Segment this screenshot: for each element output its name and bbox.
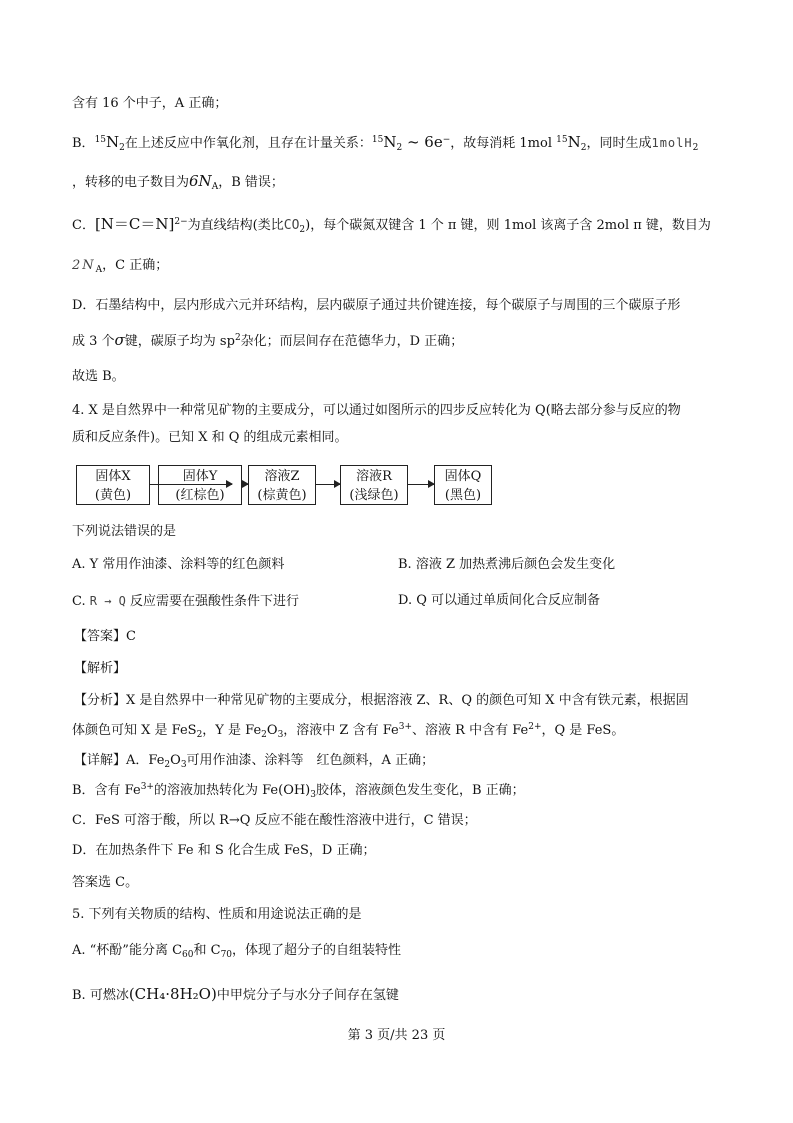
text-line: 故选 B。	[72, 369, 125, 384]
question-5-stem: 5. 下列有关物质的结构、性质和用途说法正确的是	[72, 907, 362, 922]
option-a: A. Y 常用作油漆、涂料等的红色颜料	[72, 557, 285, 572]
detail-text: B．含有 $Fe^{3+}$的溶液加热转化为 $Fe(OH)_3$胶体，溶液颜色发生变化，B 正确；	[72, 782, 525, 800]
flow-box-x: 固体X (黄色)	[76, 465, 150, 505]
analysis-label: 【解析】	[74, 661, 127, 676]
text-line: 成 3 个σ键，碳原子均为 $sp^2$杂化；而层间存在范德华力，D 正确；	[72, 331, 464, 349]
text-line: ，转移的电子数目为$6N_A$，B 错误；	[72, 172, 284, 192]
analysis-text: 体颜色可知 X 是 FeS$_2$，Y 是 $Fe_2O_3$，溶液中 Z 含有 $Fe^{3+}$、溶液 R 中含有 $Fe^{2+}$，Q 是 FeS。	[72, 722, 625, 740]
question-prompt: 下列说法错误的是	[72, 524, 177, 539]
text-line: D．石墨结构中，层内形成六元并环结构，层内碳原子通过共价键连接，每个碳原子与周围的三个碳原子形	[72, 298, 681, 313]
detail-text: 【详解】A．$Fe_2O_3$可用作油漆、涂料等 红色颜料，A 正确；	[74, 753, 435, 770]
page-footer: 第 3 页/共 23 页	[347, 1028, 446, 1043]
answer-label: 【答案】C	[74, 629, 136, 644]
option-d: D. Q 可以通过单质间化合反应制备	[398, 593, 601, 608]
flow-box-y: 固体Y (红棕色)	[158, 465, 242, 505]
flow-arrow	[408, 484, 434, 485]
text-line: $2N_A$，C 正确；	[72, 258, 169, 275]
flow-arrow	[316, 484, 340, 485]
detail-text: D．在加热条件下 Fe 和 S 化合生成 FeS，D 正确；	[72, 843, 376, 858]
option-b: B. 溶液 Z 加热煮沸后颜色会发生变化	[398, 557, 616, 572]
analysis-text: 【分析】X 是自然界中一种常见矿物的主要成分，根据溶液 Z、R、Q 的颜色可知 X 中含有铁元素，根据固	[74, 693, 689, 708]
question-5-option-a: A. “杯酚”能分离 $C_{60}$和 $C_{70}$，体现了超分子的自组装特性	[72, 943, 402, 960]
question-4-stem: 质和反应条件)。已知 X 和 Q 的组成元素相同。	[72, 430, 348, 445]
flow-box-z: 溶液Z (棕黄色)	[248, 465, 316, 505]
question-4-stem: 4. X 是自然界中一种常见矿物的主要成分，可以通过如图所示的四步反应转化为 Q(略去部分参与反应的物	[72, 403, 681, 418]
flow-box-q: 固体Q (黑色)	[434, 465, 492, 505]
option-c: C. R → Q 反应需要在强酸性条件下进行	[72, 594, 300, 609]
detail-text: C．FeS 可溶于酸，所以 R→Q 反应不能在酸性溶液中进行，C 错误；	[72, 813, 477, 828]
reaction-flow-diagram	[76, 465, 496, 507]
text-line: C．[N＝C＝N]$^{2-}$为直线结构(类比$CO_2$)，每个碳氮双键含 1 个 π 键，则 1mol 该离子含 2mol π 键，数目为	[72, 215, 711, 235]
flow-box-r: 溶液R (浅绿色)	[340, 465, 408, 505]
question-5-option-b: B. 可燃冰(CH₄·8H₂O)中甲烷分子与水分子间存在氢键	[72, 985, 399, 1003]
text-line: B．$^{15}N_2$在上述反应中作氧化剂，且存在计量关系：$^{15}N_2$ ~ 6e−，故每消耗 1mol $^{15}N_2$，同时生成1molH$_2$	[72, 133, 699, 153]
text-line: 含有 16 个中子，A 正确；	[72, 96, 228, 111]
detail-text: 答案选 C。	[72, 875, 139, 890]
